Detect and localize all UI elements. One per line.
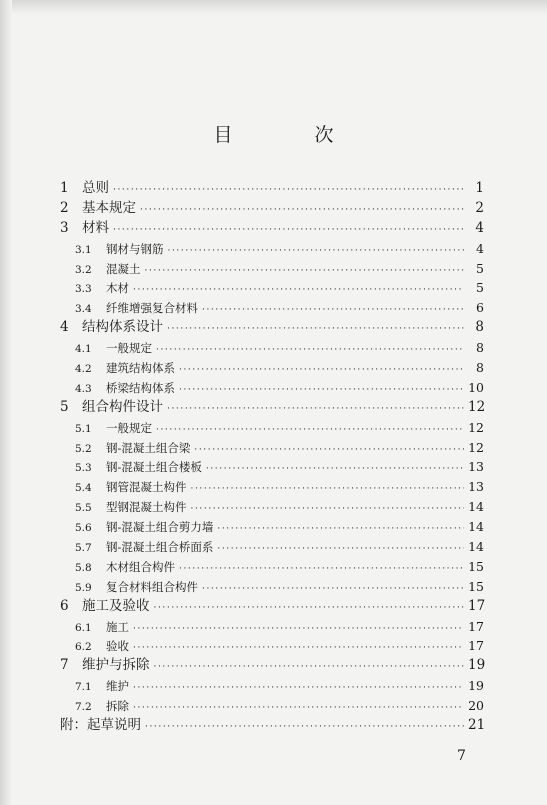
toc-section-entry: [60, 457, 484, 477]
toc-entry-number: 5.6: [75, 522, 92, 535]
toc-entry-number: 5.3: [75, 462, 92, 475]
toc-entry-page: 13: [468, 479, 484, 495]
toc-entry-title: 钢-混凝土组合梁: [106, 440, 191, 455]
leader-dots: [179, 361, 464, 381]
toc-entry-page: 14: [468, 499, 484, 515]
toc-section-entry: [60, 298, 484, 318]
toc-entry-page: 1: [475, 180, 484, 196]
toc-entry-page: 14: [468, 539, 484, 555]
leader-dots: [140, 201, 464, 221]
page-title: 目 次: [213, 124, 372, 146]
toc-entry-page: 12: [468, 398, 486, 415]
leader-dots: [168, 242, 465, 262]
toc-section-entry: [60, 378, 484, 398]
toc-section-entry: [60, 358, 484, 378]
toc-entry-page: 19: [468, 678, 484, 694]
toc-entry-title: 钢-混凝土组合剪力墙: [106, 520, 214, 535]
leader-dots: [113, 181, 464, 201]
toc-chapter-entry: [60, 716, 484, 736]
toc-section-entry: [60, 537, 484, 557]
leader-dots: [133, 639, 464, 659]
toc-entry-title: 维护: [106, 679, 129, 694]
leader-dots: [133, 679, 464, 699]
toc-entry-title: 钢-混凝土组合楼板: [106, 460, 202, 475]
toc-entry-number: 5.1: [75, 422, 92, 435]
toc-entry-page: 4: [476, 240, 484, 256]
leader-dots: [156, 421, 464, 441]
toc-entry-page: 10: [468, 379, 484, 395]
toc-entry-number: 5.2: [75, 442, 92, 455]
leader-dots: [194, 441, 464, 461]
toc-entry-title: 钢管混凝土构件: [106, 480, 187, 495]
toc-entry-number: 6: [60, 597, 69, 614]
toc-entry-title: 施工: [106, 619, 129, 634]
toc-section-entry: [60, 617, 484, 637]
toc-entry-number: 3.1: [75, 243, 92, 256]
leader-dots: [179, 560, 464, 580]
toc-section-entry: [60, 259, 484, 279]
toc-entry-title: 钢材与钢筋: [106, 241, 164, 256]
toc-entry-title: 基本规定: [82, 199, 136, 216]
toc-entry-page: 21: [468, 717, 486, 734]
toc-entry-title: 一般规定: [106, 420, 152, 435]
leader-dots: [154, 599, 465, 619]
toc-entry-number: 3.2: [75, 263, 92, 276]
toc-entry-page: 17: [468, 618, 484, 634]
toc-entry-title: 一般规定: [106, 341, 152, 356]
toc-entry-number: 5.5: [75, 502, 92, 515]
toc-entry-number: 4.1: [75, 343, 92, 356]
page-shadow-top: [0, 0, 547, 14]
page-number: 7: [457, 748, 466, 764]
toc-section-entry: [60, 636, 484, 656]
toc-entry-page: 17: [468, 597, 486, 614]
toc-entry-number: 7.2: [75, 701, 92, 714]
leader-dots: [179, 381, 464, 401]
toc-entry-page: 15: [468, 578, 484, 594]
toc-section-entry: [60, 577, 484, 597]
toc-section-entry: [60, 338, 484, 358]
toc-entry-page: 20: [468, 698, 484, 714]
leader-dots: [202, 301, 464, 321]
toc-section-entry: [60, 477, 484, 497]
toc-entry-page: 15: [468, 558, 484, 574]
toc-entry-number: 3: [60, 219, 69, 236]
toc-entry-page: 5: [476, 280, 484, 296]
toc-section-entry: [60, 517, 484, 537]
toc-entry-title: 验收: [106, 639, 129, 654]
toc-entry-number: 4: [60, 319, 69, 336]
toc-entry-title: 混凝土: [106, 261, 141, 276]
toc-entry-title: 总则: [82, 180, 109, 196]
toc-entry-page: 14: [468, 519, 484, 535]
toc-entry-page: 8: [476, 360, 484, 376]
toc-entry-title: 钢-混凝土组合桥面系: [106, 540, 214, 555]
leader-dots: [133, 699, 464, 719]
toc-entry-title: 结构体系设计: [82, 319, 163, 336]
toc-entry-title: 木材: [106, 281, 129, 296]
leader-dots: [167, 320, 464, 340]
leader-dots: [217, 540, 464, 560]
toc-entry-title: 拆除: [106, 699, 129, 714]
toc-chapter-entry: [60, 398, 484, 418]
toc-entry-number: 5: [60, 398, 69, 415]
toc-entry-number: 2: [60, 199, 69, 216]
toc-entry-number: 5.7: [75, 542, 92, 555]
toc-chapter-entry: [60, 179, 484, 199]
toc-chapter-entry: [60, 597, 484, 617]
toc-section-entry: [60, 557, 484, 577]
toc-entry-page: 17: [468, 638, 484, 654]
toc-section-entry: [60, 438, 484, 458]
leader-dots: [206, 460, 464, 480]
toc-entry-page: 2: [475, 199, 484, 216]
table-of-contents: [60, 179, 484, 736]
toc-entry-number: 6.2: [75, 641, 92, 654]
toc-entry-title: 复合材料组合构件: [106, 579, 198, 594]
toc-entry-page: 13: [468, 459, 484, 475]
toc-entry-number: 6.1: [75, 621, 92, 634]
toc-entry-title: 维护与拆除: [82, 657, 150, 674]
toc-entry-number: 4.3: [75, 382, 92, 395]
toc-entry-page: 12: [468, 419, 484, 435]
leader-dots: [202, 580, 464, 600]
toc-entry-number: 5.8: [75, 561, 92, 574]
toc-entry-page: 12: [468, 439, 484, 455]
toc-section-entry: [60, 278, 484, 298]
toc-entry-number: 4.2: [75, 363, 92, 376]
toc-entry-title: 施工及验收: [82, 597, 150, 614]
toc-entry-page: 6: [476, 300, 484, 316]
leader-dots: [156, 341, 464, 361]
toc-entry-page: 4: [475, 219, 484, 236]
leader-dots: [191, 480, 465, 500]
toc-entry-number: 3.4: [75, 303, 92, 316]
leader-dots: [191, 500, 465, 520]
toc-entry-page: 8: [476, 340, 484, 356]
toc-entry-title: 材料: [82, 219, 109, 236]
leader-dots: [154, 658, 465, 678]
toc-chapter-entry: [60, 656, 484, 676]
leader-dots: [113, 221, 464, 241]
leader-dots: [133, 620, 464, 640]
toc-entry-page: 5: [476, 260, 484, 276]
toc-entry-title: 桥梁结构体系: [106, 380, 175, 395]
toc-entry-title: 型钢混凝土构件: [106, 500, 187, 515]
leader-dots: [167, 400, 464, 420]
toc-chapter-entry: [60, 318, 484, 338]
toc-entry-title: 木材组合构件: [106, 559, 175, 574]
toc-section-entry: [60, 676, 484, 696]
toc-entry-page: 8: [475, 319, 484, 336]
toc-entry-title: 纤维增强复合材料: [106, 301, 198, 316]
toc-entry-title: 附：起草说明: [60, 717, 141, 734]
toc-entry-page: 19: [468, 657, 486, 674]
toc-entry-number: 7: [60, 657, 69, 674]
toc-section-entry: [60, 696, 484, 716]
toc-entry-number: 1: [60, 180, 69, 196]
toc-entry-number: 3.3: [75, 283, 92, 296]
toc-entry-number: 5.9: [75, 581, 92, 594]
toc-entry-title: 组合构件设计: [82, 398, 163, 415]
leader-dots: [145, 262, 465, 282]
toc-entry-title: 建筑结构体系: [106, 361, 175, 376]
toc-chapter-entry: [60, 219, 484, 239]
toc-entry-number: 7.1: [75, 681, 92, 694]
leader-dots: [145, 718, 464, 738]
toc-section-entry: [60, 239, 484, 259]
toc-chapter-entry: [60, 199, 484, 219]
leader-dots: [217, 520, 464, 540]
toc-entry-number: 5.4: [75, 482, 92, 495]
toc-section-entry: [60, 418, 484, 438]
toc-section-entry: [60, 497, 484, 517]
